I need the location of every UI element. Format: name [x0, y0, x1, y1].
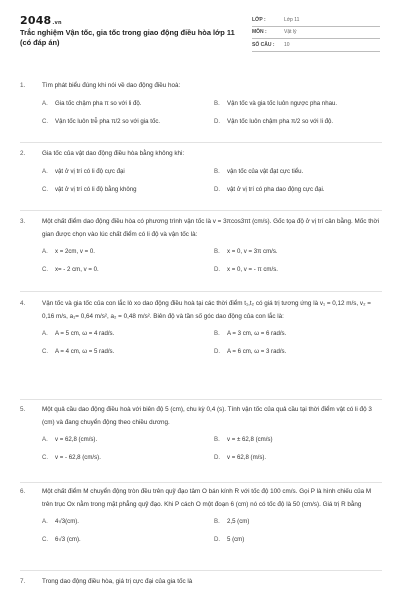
- meta-value: Vật lý: [284, 29, 297, 36]
- meta-value: Lớp 11: [284, 16, 300, 23]
- logo-main: 2048: [20, 14, 52, 27]
- option-letter: C.: [42, 454, 49, 462]
- question-divider: [20, 482, 382, 483]
- answer-option[interactable]: [42, 329, 214, 339]
- question-number: 7.: [20, 578, 26, 585]
- option-letter: C.: [42, 185, 49, 193]
- option-letter: B.: [214, 330, 220, 338]
- option-letter: A.: [42, 99, 48, 107]
- meta-label: MÔN :: [252, 29, 267, 36]
- answer-option[interactable]: [214, 347, 386, 357]
- option-letter: C.: [42, 536, 49, 544]
- answer-option[interactable]: [214, 517, 386, 527]
- option-text: v = ± 62,8 (cm/s): [227, 436, 273, 444]
- question-item: [20, 216, 382, 275]
- option-letter: D.: [214, 117, 221, 125]
- answer-option[interactable]: [214, 167, 386, 177]
- question-item: [20, 298, 382, 357]
- question-text: Trong dao động điều hòa, giá trị cực đại của gia tốc là: [42, 578, 193, 585]
- answer-option[interactable]: [42, 117, 214, 127]
- option-letter: A.: [42, 330, 48, 338]
- option-letter: D.: [214, 185, 221, 193]
- option-letter: C.: [42, 266, 49, 274]
- meta-label: LỚP :: [252, 16, 266, 23]
- option-letter: B.: [214, 436, 220, 444]
- option-text: v = 62,8 (m/s).: [227, 454, 267, 462]
- option-text: x = 0, v = 3π cm/s.: [227, 248, 278, 256]
- question-text: Một quả cầu dao động điều hoà với biên độ 5 (cm), chu kỳ 0,4 (s). Tính vận tốc của quả cầu tại thời điểm vật có li độ 3 (cm) và đang chuyển động theo chiều dương.: [42, 406, 372, 426]
- option-text: Vận tốc và gia tốc luôn ngược pha nhau.: [227, 99, 338, 107]
- answer-option[interactable]: [214, 99, 386, 109]
- question-divider: [20, 399, 382, 400]
- option-letter: B.: [214, 167, 220, 175]
- option-text: A = 3 cm, ω = 6 rad/s.: [227, 330, 287, 338]
- meta-value: 10: [284, 41, 290, 48]
- page-title: Trắc nghiệm Vận tốc, gia tốc trong giao động điều hòa lớp 11 (có đáp án): [20, 28, 235, 47]
- answer-option[interactable]: [214, 185, 386, 195]
- option-letter: D.: [214, 454, 221, 462]
- option-text: 6√3 (cm).: [55, 536, 81, 544]
- answer-option[interactable]: [214, 247, 386, 257]
- option-text: A = 5 cm, ω = 4 rad/s.: [55, 330, 115, 338]
- option-letter: C.: [42, 348, 49, 356]
- answer-option[interactable]: [42, 535, 214, 545]
- option-text: Vận tốc luôn trễ pha π/2 so với gia tốc.: [55, 117, 161, 125]
- option-letter: D.: [214, 266, 221, 274]
- option-letter: A.: [42, 167, 48, 175]
- page-header: [20, 14, 380, 62]
- question-number: 5.: [20, 406, 26, 413]
- answer-option[interactable]: [214, 329, 386, 339]
- option-text: vật ở vị trí có pha dao động cực đại.: [227, 185, 325, 193]
- answer-option[interactable]: [42, 347, 214, 357]
- question-divider: [20, 291, 382, 292]
- option-text: vận tốc của vật đạt cực tiểu.: [227, 167, 304, 175]
- option-text: Gia tốc chậm pha π so với li độ.: [55, 99, 142, 107]
- question-text: Vận tốc và gia tốc của con lắc lò xo dao động điều hoà tại các thời điểm t₁,t₂ có giá trị tương ứng là v₁ = 0,12 m/s, v₂ = 0,16 m/s, a₁= 0,64 m/s², a₂ = 0,48 m/s². Biên độ và tần số góc dao động của con lắc là:: [42, 300, 371, 320]
- meta-label: SỐ CÂU :: [252, 41, 275, 48]
- option-text: v = 62,8 (cm/s).: [55, 436, 98, 444]
- answer-option[interactable]: [214, 117, 386, 127]
- option-letter: B.: [214, 248, 220, 256]
- question-text: Gia tốc của vật dao động điều hòa bằng không khi:: [42, 150, 185, 157]
- answer-option[interactable]: [42, 167, 214, 177]
- question-number: 2.: [20, 150, 26, 157]
- meta-table: [252, 14, 380, 52]
- answer-option[interactable]: [42, 99, 214, 109]
- question-divider: [20, 570, 382, 571]
- question-number: 3.: [20, 218, 26, 225]
- answer-option[interactable]: [42, 185, 214, 195]
- option-text: A = 4 cm, ω = 5 rad/s.: [55, 348, 115, 356]
- option-letter: B.: [214, 99, 220, 107]
- meta-row-subject: [252, 27, 380, 40]
- answer-option[interactable]: [42, 517, 214, 527]
- answer-option[interactable]: [42, 265, 214, 275]
- answer-option[interactable]: [214, 265, 386, 275]
- question-text: Một chất điểm dao động điều hòa có phương trình vận tốc là v = 3πcos3πt (cm/s). Gốc tọa độ ở vị trí cân bằng. Mốc thời gian được chọn vào lúc chất điểm có li độ và vận tốc là:: [42, 218, 379, 238]
- meta-row-count: [252, 39, 380, 52]
- option-text: Vận tốc luôn chậm pha π/2 so với li độ.: [227, 117, 334, 125]
- option-letter: B.: [214, 518, 220, 526]
- option-letter: A.: [42, 436, 48, 444]
- answer-option[interactable]: [42, 247, 214, 257]
- option-text: vật ở vị trí có li độ cực đại: [55, 167, 125, 175]
- option-letter: A.: [42, 518, 48, 526]
- option-letter: A.: [42, 248, 48, 256]
- option-letter: C.: [42, 117, 49, 125]
- option-text: 5 (cm): [227, 536, 245, 544]
- answer-option[interactable]: [42, 453, 214, 463]
- question-item: [20, 404, 382, 463]
- option-letter: D.: [214, 536, 221, 544]
- option-text: x= - 2 cm, v = 0.: [55, 266, 99, 274]
- answer-option[interactable]: [214, 435, 386, 445]
- option-text: 4√3(cm).: [55, 518, 79, 526]
- question-number: 6.: [20, 488, 26, 495]
- question-item: [20, 148, 382, 195]
- option-text: x = 0, v = - π cm/s.: [227, 266, 278, 274]
- question-item: [20, 486, 382, 545]
- answer-option[interactable]: [214, 535, 386, 545]
- option-letter: D.: [214, 348, 221, 356]
- meta-row-class: [252, 14, 380, 27]
- question-item: [20, 80, 382, 127]
- option-text: vật ở vị trí có li độ bằng không: [55, 185, 137, 193]
- option-text: A = 6 cm, ω = 3 rad/s.: [227, 348, 287, 356]
- question-number: 1.: [20, 82, 26, 89]
- question-item: [20, 576, 382, 589]
- question-divider: [20, 210, 382, 211]
- answer-option[interactable]: [214, 453, 386, 463]
- question-text: Một chất điểm M chuyển động tròn đều trên quỹ đạo tâm O bán kính R với tốc độ 100 cm/s. Gọi P là hình chiếu của M trên trục Ox nằm trong mặt phẳng quỹ đạo. Khi P cách O một đoạn 6 (cm) nó có tốc độ là 50 (cm/s). Giá trị R bằng: [42, 488, 372, 508]
- question-number: 4.: [20, 300, 26, 307]
- question-text: Tìm phát biểu đúng khi nói về dao động điều hoà:: [42, 82, 181, 89]
- option-text: x = 2cm, v = 0.: [55, 248, 95, 256]
- option-text: v = - 62,8 (cm/s).: [55, 454, 101, 462]
- option-text: 2,5 (cm): [227, 518, 250, 526]
- answer-option[interactable]: [42, 435, 214, 445]
- site-logo[interactable]: [20, 14, 62, 27]
- logo-tld: .vn: [52, 20, 62, 26]
- question-divider: [20, 142, 382, 143]
